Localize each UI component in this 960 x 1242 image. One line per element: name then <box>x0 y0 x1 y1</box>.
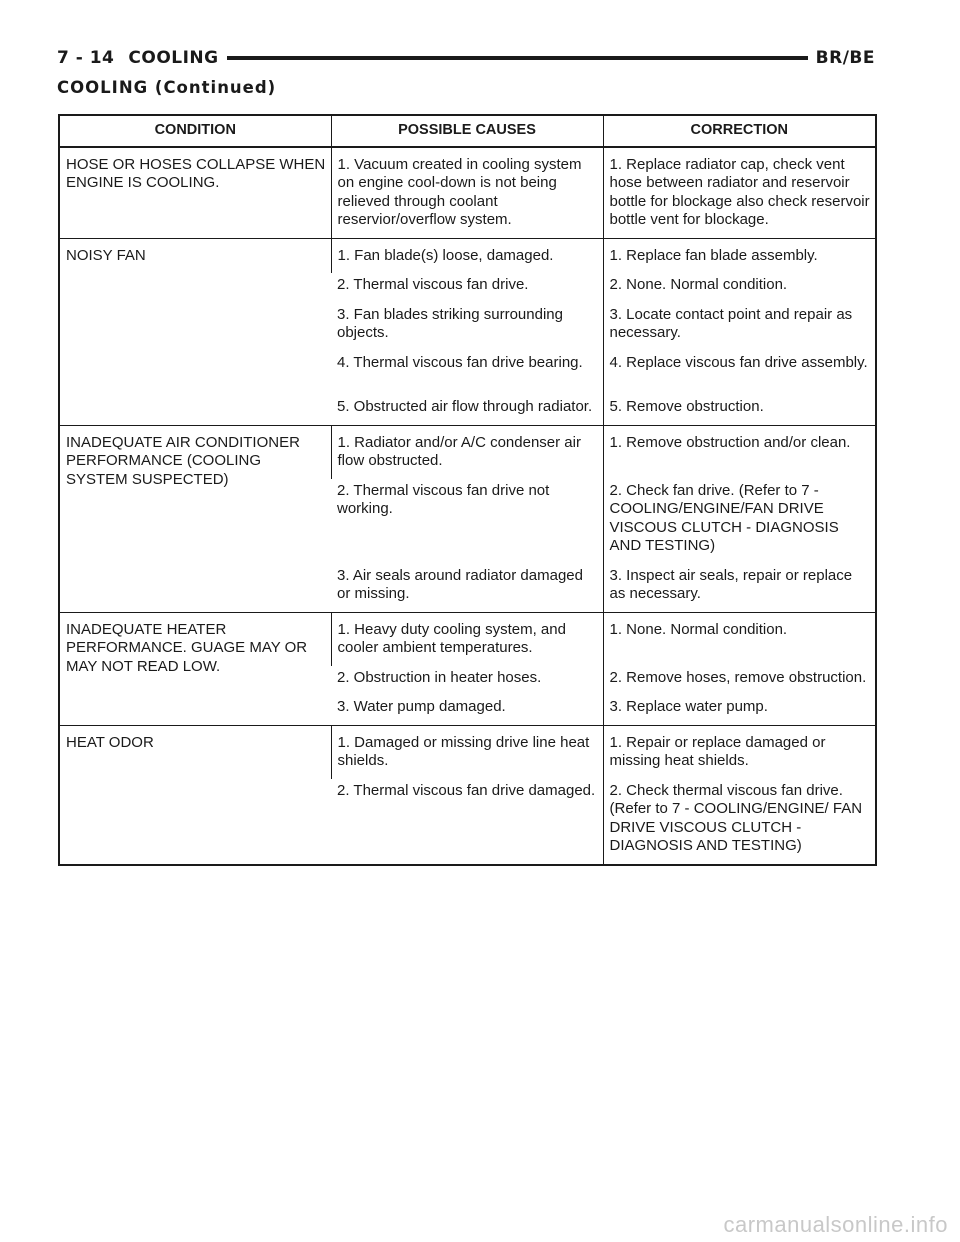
cause-cell: 4. Thermal viscous fan drive bearing. <box>337 353 583 371</box>
cause-cell: 1. Radiator and/or A/C condenser air flow obstructed. <box>331 425 603 479</box>
cause-cell: 1. Damaged or missing drive line heat shields. <box>331 725 603 779</box>
page-header <box>57 44 875 72</box>
condition-cell: HOSE OR HOSES COLLAPSE WHEN ENGINE IS COOLING. <box>66 155 326 191</box>
correction-cell: 1. Replace radiator cap, check vent hose between radiator and reservoir bottle for blockage also check reservoir bottle vent for blockage. <box>603 147 876 239</box>
diagnosis-table <box>58 114 877 866</box>
correction-cell: 5. Remove obstruction. <box>603 380 876 425</box>
correction-cell: 2. None. Normal condition. <box>603 273 876 303</box>
table-header-row <box>59 115 876 147</box>
cause-cell: 3. Water pump damaged. <box>337 698 506 715</box>
column-header-condition: CONDITION <box>59 115 331 147</box>
condition-cell: HEAT ODOR <box>59 725 331 865</box>
table-row <box>59 238 876 273</box>
correction-cell: 3. Replace water pump. <box>603 695 876 725</box>
header-model: BR/BE <box>815 48 875 68</box>
table-row <box>59 612 876 666</box>
correction-cell: 4. Replace viscous fan drive assembly. <box>603 351 876 381</box>
correction-cell: 2. Check fan drive. (Refer to 7 - COOLING/ENGINE/FAN DRIVE VISCOUS CLUTCH - DIAGNOSIS AND TESTING) <box>603 479 876 564</box>
cause-cell: 5. Obstructed air flow through radiator. <box>337 398 593 415</box>
section-title: COOLING (Continued) <box>57 78 277 97</box>
condition-cell: INADEQUATE AIR CONDITIONER PERFORMANCE (COOLING SYSTEM SUSPECTED) <box>59 425 331 612</box>
page-number: 7 - 14 <box>57 48 115 68</box>
correction-cell: 2. Check thermal viscous fan drive. (Refer to 7 - COOLING/ENGINE/ FAN DRIVE VISCOUS CLUTCH - DIAGNOSIS AND TESTING) <box>603 779 876 865</box>
correction-cell: 1. Repair or replace damaged or missing heat shields. <box>603 725 876 779</box>
cause-cell: 2. Thermal viscous fan drive not working. <box>337 481 550 517</box>
correction-cell: 1. Remove obstruction and/or clean. <box>603 425 876 479</box>
condition-cell: INADEQUATE HEATER PERFORMANCE. GUAGE MAY OR MAY NOT READ LOW. <box>59 612 331 725</box>
correction-cell: 3. Inspect air seals, repair or replace as necessary. <box>603 564 876 613</box>
header-rule <box>227 56 808 60</box>
correction-cell: 1. None. Normal condition. <box>603 612 876 666</box>
column-header-causes: POSSIBLE CAUSES <box>331 115 603 147</box>
cause-cell: 1. Vacuum created in cooling system on engine cool-down is not being relieved through coolant reservior/overflow system. <box>331 147 603 239</box>
column-header-correction: CORRECTION <box>603 115 876 147</box>
correction-cell: 2. Remove hoses, remove obstruction. <box>603 666 876 696</box>
table-row <box>59 725 876 779</box>
cause-cell: 3. Fan blades striking surrounding objects. <box>337 305 563 341</box>
cause-cell: 1. Heavy duty cooling system, and cooler ambient temperatures. <box>331 612 603 666</box>
table-row <box>59 425 876 479</box>
cause-cell: 2. Thermal viscous fan drive. <box>337 276 529 293</box>
correction-cell: 1. Replace fan blade assembly. <box>603 238 876 273</box>
watermark-text: carmanualsonline.info <box>723 1212 948 1237</box>
header-section: COOLING <box>128 48 219 68</box>
cause-cell: 3. Air seals around radiator damaged or missing. <box>337 566 583 602</box>
correction-cell: 3. Locate contact point and repair as necessary. <box>603 303 876 351</box>
table-row <box>59 147 876 239</box>
cause-cell: 1. Fan blade(s) loose, damaged. <box>331 238 603 273</box>
condition-cell: NOISY FAN <box>59 238 331 425</box>
cause-cell: 2. Obstruction in heater hoses. <box>337 668 542 686</box>
cause-cell: 2. Thermal viscous fan drive damaged. <box>337 781 596 799</box>
